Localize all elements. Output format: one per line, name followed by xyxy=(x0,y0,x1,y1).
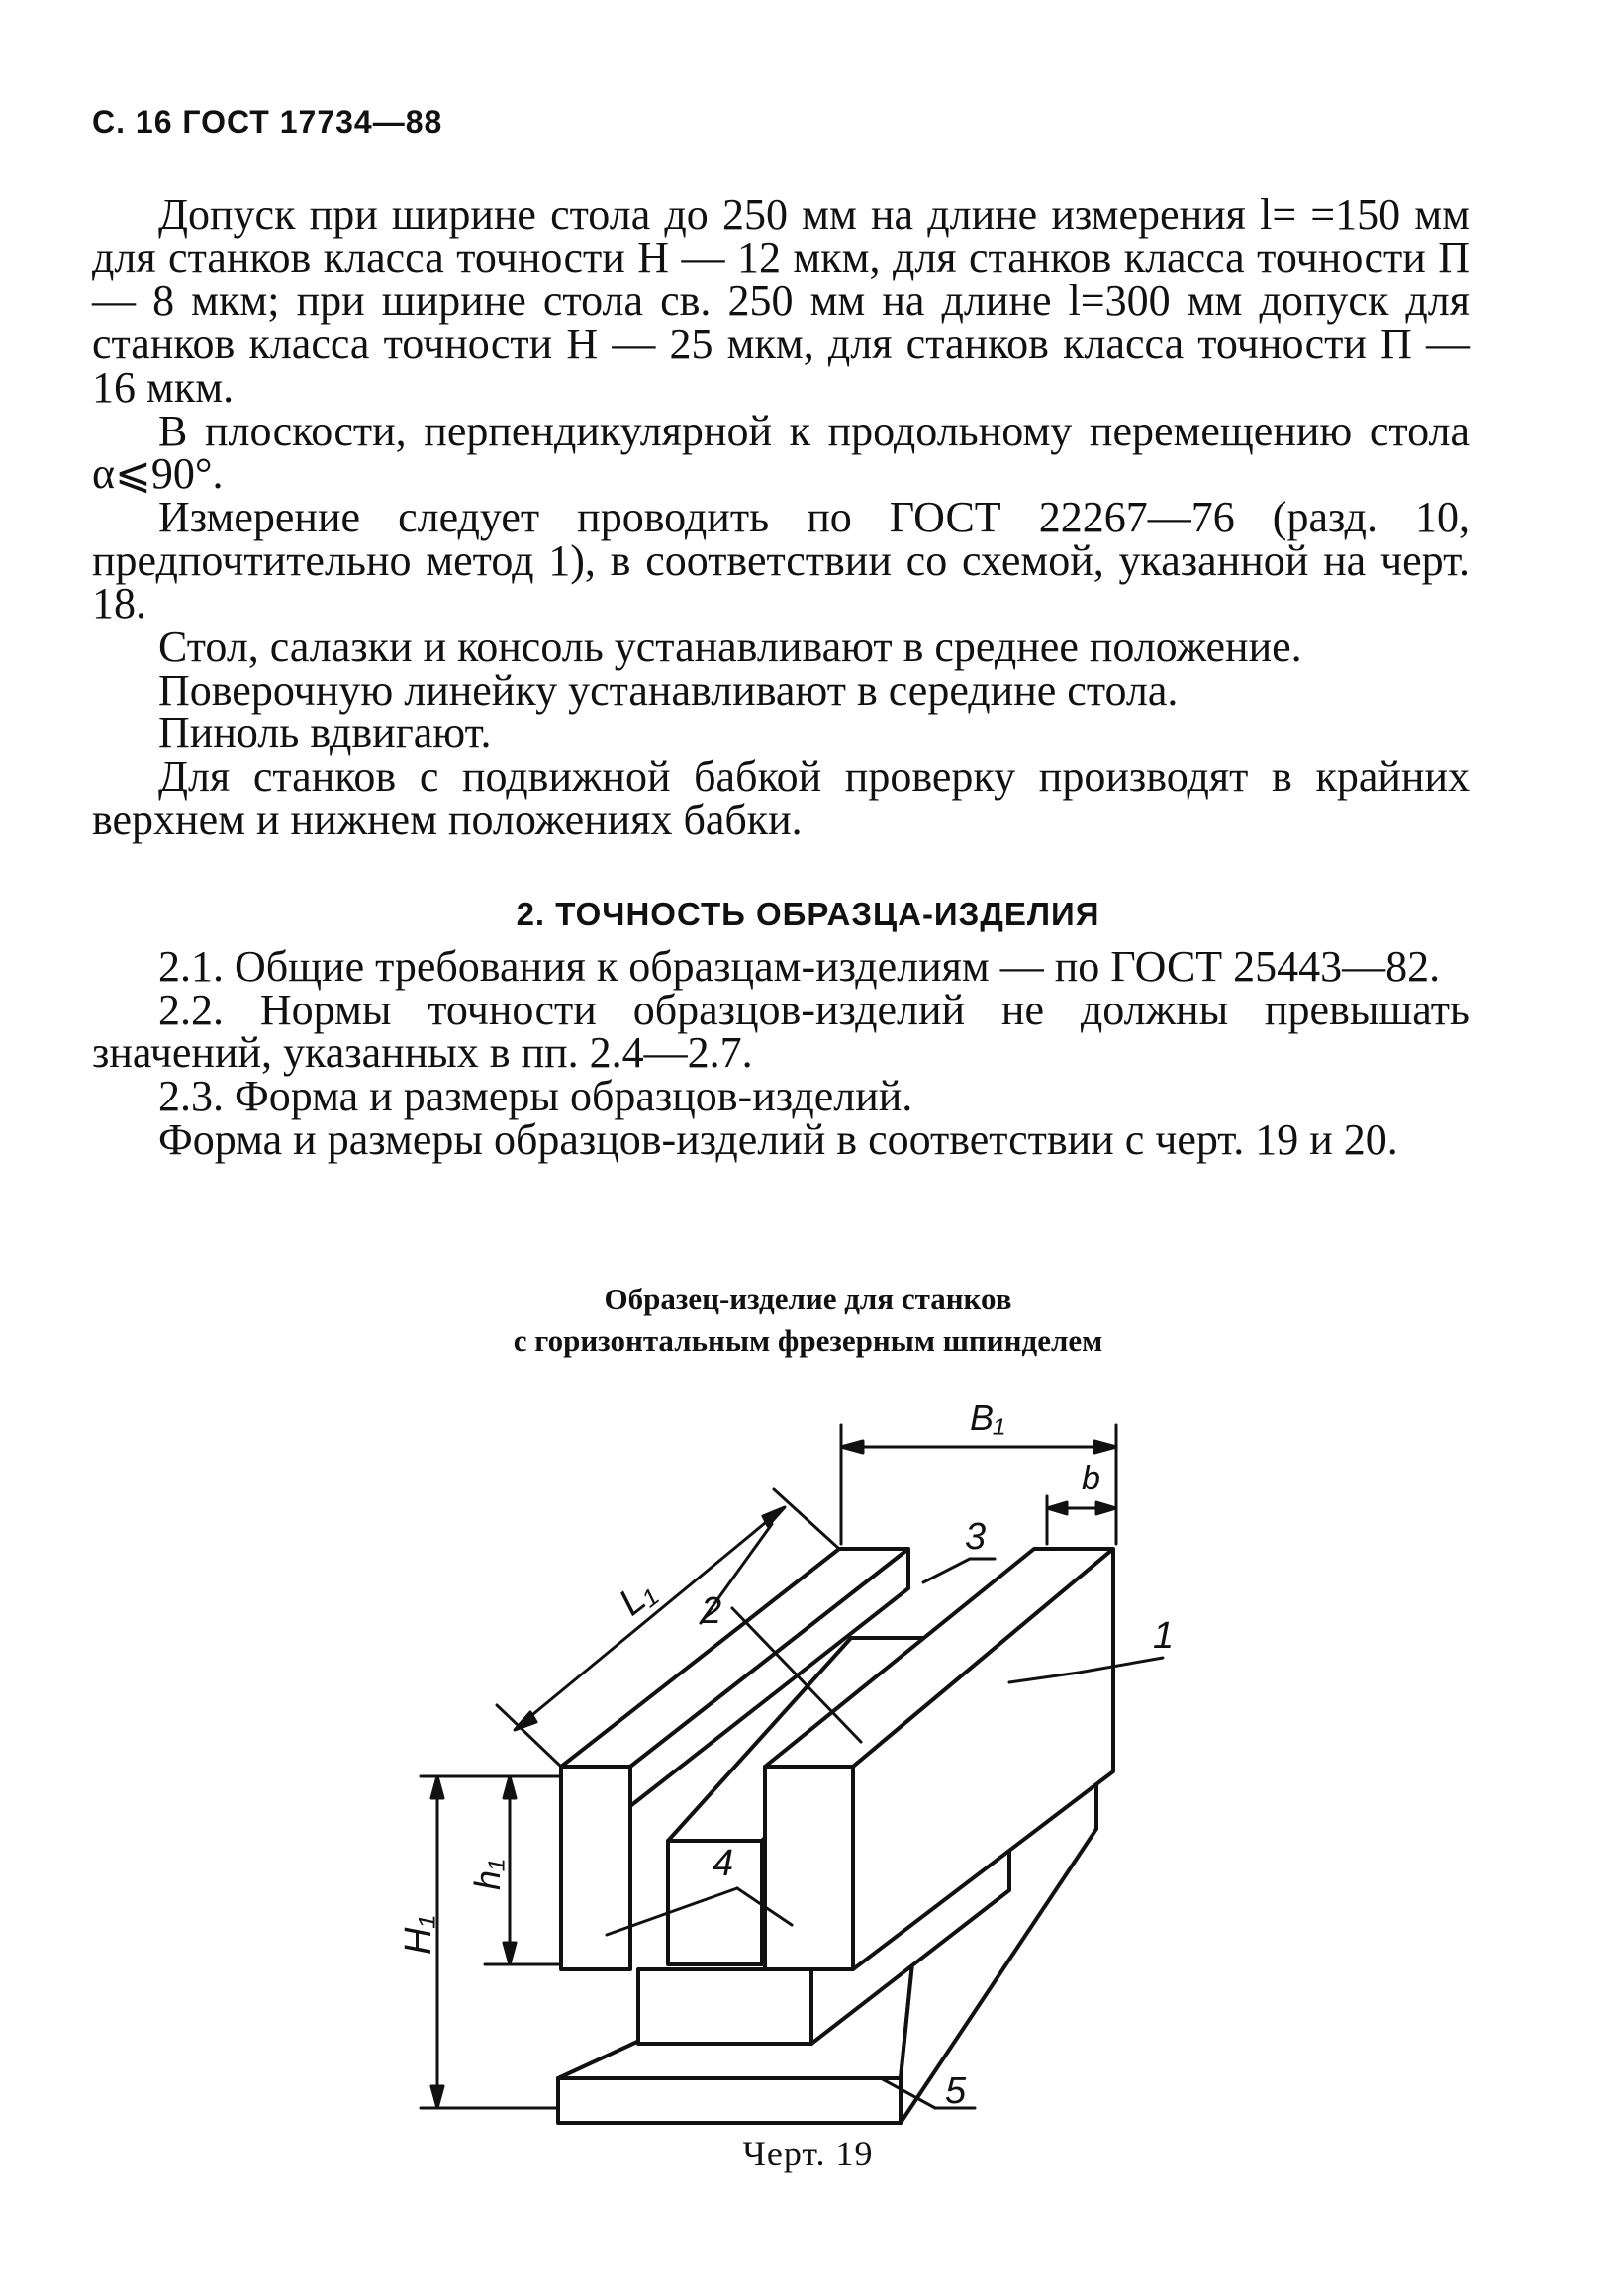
paragraph-plane: В плоскости, перпендикулярной к продольному перемещению стола α⩽90°. xyxy=(92,406,1470,499)
central-block-front xyxy=(638,1969,811,2044)
paragraph-2-1: 2.1. Общие требования к образцам-изделиям — по ГОСТ 25443—82. xyxy=(158,942,1441,991)
section-title: 2. ТОЧНОСТЬ ОБРАЗЦА-ИЗДЕЛИЯ xyxy=(516,896,1100,932)
dimension-H1 xyxy=(421,1776,556,2108)
workpiece-drawing xyxy=(376,1376,1175,2118)
base-plate-front xyxy=(558,2078,901,2123)
label-L1: L₁ xyxy=(611,1571,663,1625)
paragraph-ruler: Поверочную линейку устанавливают в середине стола. xyxy=(158,665,1179,715)
figure-caption: Черт. 19 xyxy=(742,2134,874,2173)
paragraph-tolerance: Допуск при ширине стола до 250 мм на длине измерения l= =150 мм для станков класса точности Н — 12 мкм, для станков класса точности П — 8 мкм; при ширине стола св. 250 мм на длине l=300 мм допуск для станков класса точности Н — 25 мкм, для станков класса точности П — 16 мкм. xyxy=(92,190,1470,412)
left-rail-front xyxy=(561,1767,630,1969)
label-1: 1 xyxy=(1153,1615,1175,1657)
label-5: 5 xyxy=(945,2070,967,2112)
figure-title xyxy=(0,1279,1616,1362)
figure-title-line-2: с горизонтальным фрезерным шпинделем xyxy=(513,1323,1103,1358)
label-b: b xyxy=(1082,1460,1100,1497)
right-rail-front xyxy=(765,1767,853,1969)
leader-3 xyxy=(923,1559,970,1582)
label-2: 2 xyxy=(701,1590,722,1632)
paragraph-measurement: Измерение следует проводить по ГОСТ 22267—76 (разд. 10, предпочтительно метод 1), в соответствии со схемой, указанной на черт. 18. xyxy=(92,492,1470,628)
paragraph-movable-head: Для станков с подвижной бабкой проверку производят в крайних верхнем и нижнем положениях бабки. xyxy=(92,752,1470,844)
dimension-b xyxy=(1047,1496,1116,1544)
figure-title-line-1: Образец-изделие для станков xyxy=(604,1282,1012,1316)
label-h1: h₁ xyxy=(467,1859,508,1890)
paragraph-table-position: Стол, салазки и консоль устанавливают в среднее положение. xyxy=(158,622,1302,672)
text-block-top xyxy=(92,190,1470,844)
label-3: 3 xyxy=(965,1516,987,1558)
paragraph-2-2: 2.2. Нормы точности образцов-изделий не должны превышать значений, указанных в пп. 2.4—2.7. xyxy=(92,985,1470,1078)
text-block-section xyxy=(92,942,1470,1164)
paragraph-form-sizes: Форма и размеры образцов-изделий в соответствии с черт. 19 и 20. xyxy=(158,1114,1398,1164)
label-4: 4 xyxy=(713,1843,734,1884)
paragraph-2-3: 2.3. Форма и размеры образцов-изделий. xyxy=(158,1072,913,1121)
paragraph-quill: Пиноль вдвигают. xyxy=(158,709,492,758)
label-H1: H₁ xyxy=(398,1915,439,1955)
label-B1: B₁ xyxy=(970,1397,1005,1438)
page-header: С. 16 ГОСТ 17734—88 xyxy=(92,104,443,140)
